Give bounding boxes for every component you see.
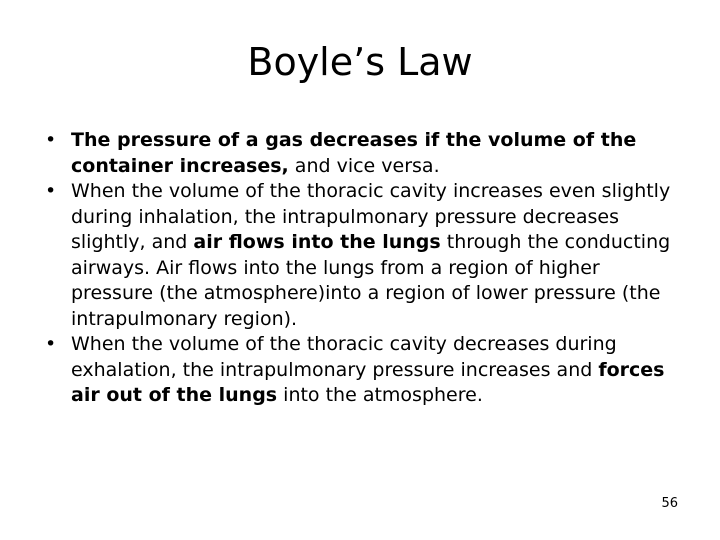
bullet-list [42,128,672,409]
slide-title: Boyle’s Law [247,40,473,84]
bullet-dot-icon: • [45,180,57,202]
bullet-bold-text: air flows into the lungs [193,231,441,253]
bullet-bold-text: The pressure of a gas decreases if the volume of the container increases, [71,129,637,177]
bullet-text: and vice versa. [288,154,440,177]
bullet-item-exhalation [42,332,672,409]
bullet-text: When the volume of the thoracic cavity increases even slightly during inhalation, the intrapulmonary pressure decreases slightly, and [71,180,671,253]
bullet-bold-text: forces air out of the lungs [71,358,665,406]
page-number: 56 [661,496,678,511]
bullet-text: through the conducting airways. Air flows into the lungs from a region of higher pressure (the atmosphere)into a region of lower pressure (the intrapulmonary region). [71,231,671,330]
bullet-dot-icon: • [45,129,57,151]
bullet-text: into the atmosphere. [277,384,483,406]
bullet-text: When the volume of the thoracic cavity decreases during exhalation, the intrapulmonary pressure increases and [71,333,617,381]
bullet-dot-icon: • [45,333,57,355]
bullet-item-inhalation [42,179,672,332]
bullet-item-boyle-definition [42,128,672,179]
